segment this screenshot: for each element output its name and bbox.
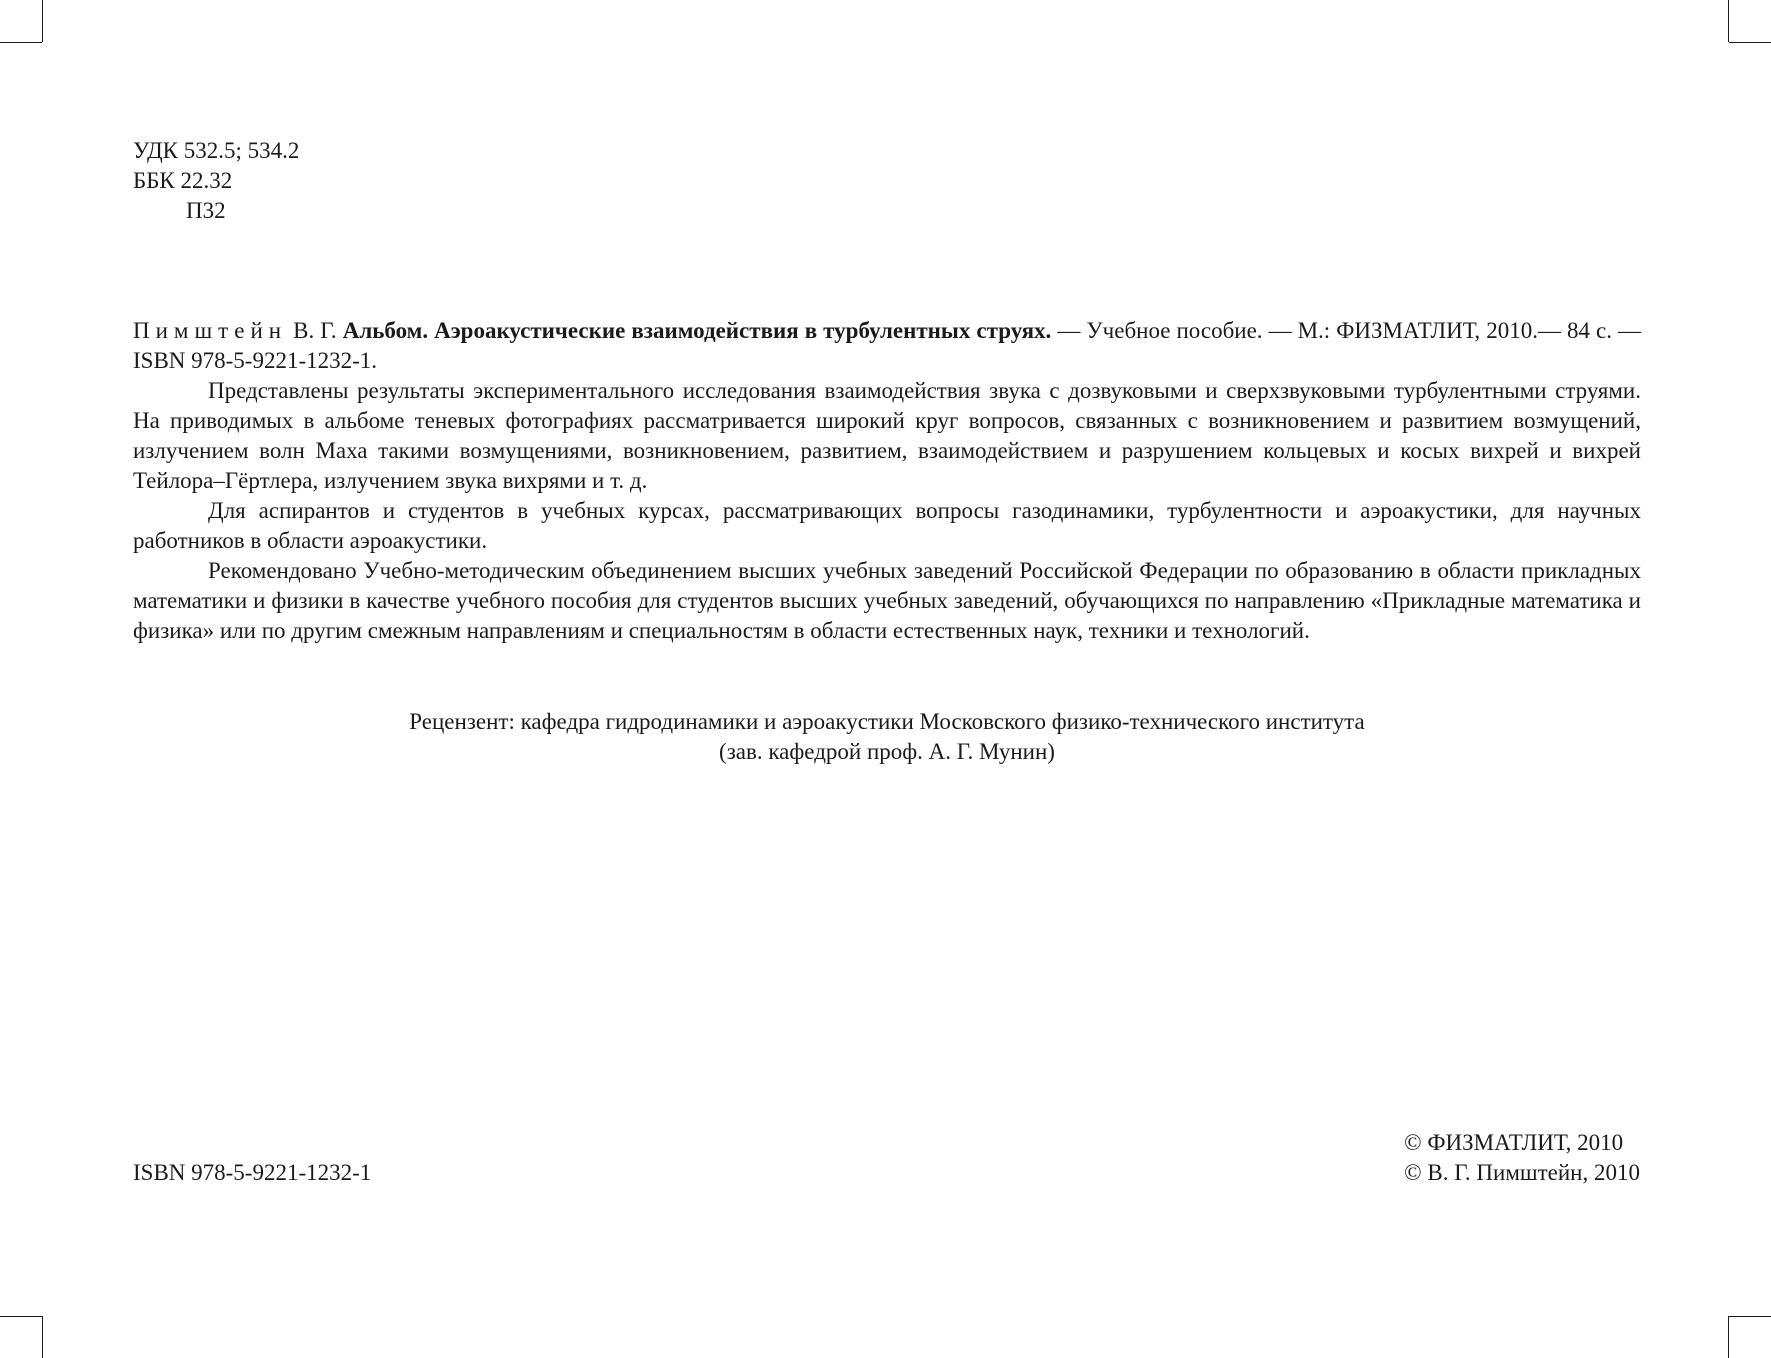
book-title: Альбом. Аэроакустические взаимодействия в турбулентных струях. <box>342 318 1052 343</box>
udc-code: УДК 532.5; 534.2 <box>133 138 300 163</box>
annotation-block <box>133 316 1641 646</box>
author-initials: В. Г. <box>293 318 337 343</box>
crop-mark-top-right-v <box>1728 0 1729 42</box>
crop-mark-bottom-left-v <box>42 1316 43 1358</box>
bibliographic-details: — Учебное пособие. — М.: ФИЗМАТЛИТ, 2010.— 84 с. — ISBN 978-5-9221-1232-1. <box>133 318 1642 373</box>
reviewer-head-line: (зав. кафедрой проф. А. Г. Мунин) <box>719 739 1055 764</box>
crop-mark-top-left-v <box>42 0 43 42</box>
crop-mark-bottom-left-h <box>0 1316 42 1317</box>
classification-block <box>133 136 299 226</box>
reviewer-line: Рецензент: кафедра гидродинамики и аэроакустики Московского физико-технического института <box>409 709 1365 734</box>
crop-mark-bottom-right-v <box>1728 1316 1729 1358</box>
crop-mark-top-right-h <box>1729 42 1771 43</box>
bibliographic-record <box>133 316 1641 376</box>
abstract-paragraph: Представлены результаты экспериментального исследования взаимодействия звука с дозвуковыми и сверхзвуковыми турбулентными струями. На приводимых в альбоме теневых фотографиях рассматривается широкий круг вопросов, связанных с возникновением и развитием возмущений, излучением волн Маха такими возмущениями, возникновением, развитием, взаимодействием и разрушением кольцевых и косых вихрей и вихрей Тейлора–Гёртлера, излучением звука вихрями и т. д. <box>133 378 1641 493</box>
author-mark: П32 <box>186 198 226 223</box>
audience-paragraph: Для аспирантов и студентов в учебных курсах, рассматривающих вопросы газодинамики, турбулентности и аэроакустики, для научных работников в области аэроакустики. <box>133 498 1641 553</box>
crop-mark-bottom-right-h <box>1729 1316 1771 1317</box>
copyright-publisher: © ФИЗМАТЛИТ, 2010 <box>1404 1130 1624 1155</box>
copyright-author: © В. Г. Пимштейн, 2010 <box>1404 1160 1640 1185</box>
bbk-code: ББК 22.32 <box>133 168 233 193</box>
isbn-number: ISBN 978-5-9221-1232-1 <box>133 1160 372 1185</box>
reviewer-block <box>133 707 1641 767</box>
author-name: Пимштейн <box>133 318 288 343</box>
recommendation-paragraph: Рекомендовано Учебно-методическим объединением высших учебных заведений Российской Федерации по образованию в области прикладных математики и физики в качестве учебного пособия для студентов высших учебных заведений, обучающихся по направлению «Прикладные математика и физика» или по другим смежным направлениям и специальностям в области естественных наук, техники и технологий. <box>133 558 1641 643</box>
crop-mark-top-left-h <box>0 42 42 43</box>
copyright-block <box>1404 1128 1640 1188</box>
